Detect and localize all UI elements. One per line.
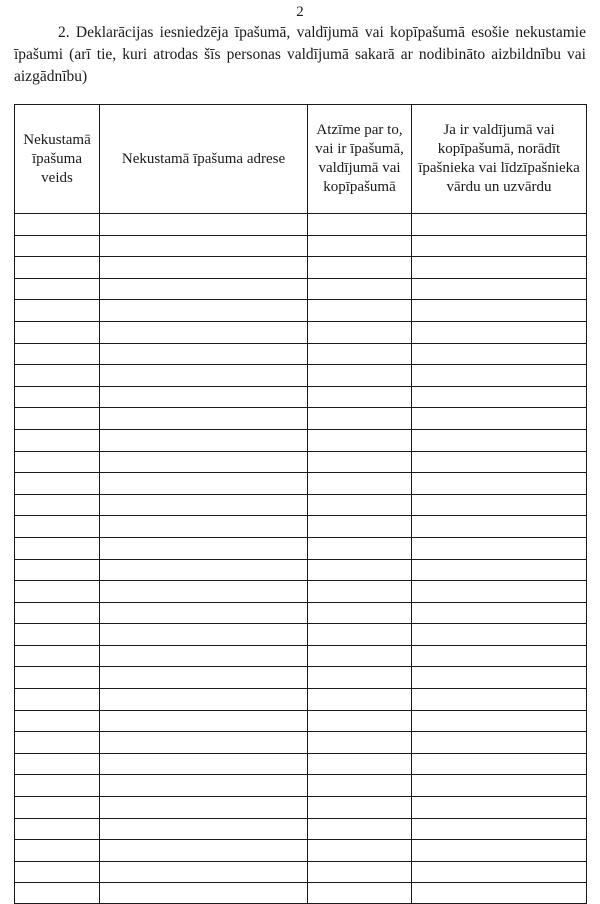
cell-property-type[interactable] (15, 645, 100, 667)
real-estate-table (14, 104, 587, 904)
cell-owner-name[interactable] (412, 473, 587, 495)
column-header-ownership-mark: Atzīme par to, vai ir īpašumā, valdījumā vai kopīpašumā (308, 105, 412, 214)
cell-owner-name[interactable] (412, 581, 587, 603)
table-body (15, 214, 587, 904)
table-row (15, 473, 587, 495)
cell-ownership-mark[interactable] (308, 883, 412, 904)
cell-property-address[interactable] (100, 581, 308, 603)
cell-property-address[interactable] (100, 797, 308, 819)
cell-property-address[interactable] (100, 278, 308, 300)
cell-property-type[interactable] (15, 235, 100, 257)
cell-property-address[interactable] (100, 840, 308, 862)
table-header-row (15, 105, 587, 214)
cell-property-address[interactable] (100, 689, 308, 711)
table-row (15, 300, 587, 322)
cell-property-type[interactable] (15, 710, 100, 732)
cell-owner-name[interactable] (412, 343, 587, 365)
cell-property-type[interactable] (15, 797, 100, 819)
cell-ownership-mark[interactable] (308, 343, 412, 365)
cell-ownership-mark[interactable] (308, 818, 412, 840)
cell-ownership-mark[interactable] (308, 429, 412, 451)
table-row (15, 710, 587, 732)
table-row (15, 214, 587, 236)
table-row (15, 883, 587, 904)
table-row (15, 581, 587, 603)
cell-property-type[interactable] (15, 861, 100, 883)
table-row (15, 818, 587, 840)
table-row (15, 235, 587, 257)
cell-property-address[interactable] (100, 494, 308, 516)
cell-ownership-mark[interactable] (308, 516, 412, 538)
cell-property-type[interactable] (15, 581, 100, 603)
table-row (15, 559, 587, 581)
cell-property-type[interactable] (15, 473, 100, 495)
cell-property-type[interactable] (15, 516, 100, 538)
cell-property-type[interactable] (15, 775, 100, 797)
column-header-property-address: Nekustamā īpašuma adrese (100, 105, 308, 214)
cell-owner-name[interactable] (412, 235, 587, 257)
column-header-property-type: Nekustamā īpašuma veids (15, 105, 100, 214)
cell-ownership-mark[interactable] (308, 861, 412, 883)
table-row (15, 278, 587, 300)
cell-owner-name[interactable] (412, 516, 587, 538)
table-row (15, 408, 587, 430)
cell-owner-name[interactable] (412, 710, 587, 732)
cell-property-type[interactable] (15, 343, 100, 365)
cell-property-address[interactable] (100, 516, 308, 538)
cell-owner-name[interactable] (412, 559, 587, 581)
column-header-owner-name: Ja ir valdījumā vai kopīpašumā, norādīt īpašnieka vai līdzīpašnieka vārdu un uzvārdu (412, 105, 587, 214)
cell-property-address[interactable] (100, 559, 308, 581)
cell-ownership-mark[interactable] (308, 667, 412, 689)
cell-ownership-mark[interactable] (308, 451, 412, 473)
cell-ownership-mark[interactable] (308, 689, 412, 711)
cell-property-address[interactable] (100, 451, 308, 473)
table-row (15, 343, 587, 365)
cell-ownership-mark[interactable] (308, 473, 412, 495)
cell-owner-name[interactable] (412, 667, 587, 689)
cell-property-address[interactable] (100, 602, 308, 624)
cell-property-type[interactable] (15, 840, 100, 862)
cell-ownership-mark[interactable] (308, 775, 412, 797)
page-number: 2 (296, 4, 304, 20)
cell-ownership-mark[interactable] (308, 494, 412, 516)
cell-property-address[interactable] (100, 861, 308, 883)
cell-property-type[interactable] (15, 667, 100, 689)
cell-property-type[interactable] (15, 386, 100, 408)
table-row (15, 753, 587, 775)
cell-property-address[interactable] (100, 214, 308, 236)
cell-ownership-mark[interactable] (308, 624, 412, 646)
cell-property-type[interactable] (15, 408, 100, 430)
cell-property-address[interactable] (100, 321, 308, 343)
table-row (15, 624, 587, 646)
cell-ownership-mark[interactable] (308, 602, 412, 624)
cell-property-type[interactable] (15, 278, 100, 300)
cell-ownership-mark[interactable] (308, 235, 412, 257)
cell-property-address[interactable] (100, 300, 308, 322)
cell-owner-name[interactable] (412, 602, 587, 624)
cell-property-address[interactable] (100, 775, 308, 797)
table-row (15, 257, 587, 279)
table-row (15, 386, 587, 408)
cell-ownership-mark[interactable] (308, 710, 412, 732)
cell-property-type[interactable] (15, 321, 100, 343)
cell-owner-name[interactable] (412, 861, 587, 883)
cell-property-address[interactable] (100, 257, 308, 279)
cell-owner-name[interactable] (412, 689, 587, 711)
cell-property-address[interactable] (100, 343, 308, 365)
cell-property-type[interactable] (15, 602, 100, 624)
cell-property-type[interactable] (15, 883, 100, 904)
cell-owner-name[interactable] (412, 278, 587, 300)
cell-property-type[interactable] (15, 537, 100, 559)
cell-ownership-mark[interactable] (308, 300, 412, 322)
cell-ownership-mark[interactable] (308, 408, 412, 430)
cell-owner-name[interactable] (412, 753, 587, 775)
section-heading: 2. Deklarācijas iesniedzēja īpašumā, valdījumā vai kopīpašumā esošie nekustamie īpašumi (arī tie, kuri atrodas šīs personas valdījumā sakarā ar nodibināto aizbildnību vai aizgādnību) (14, 24, 586, 85)
table-row (15, 861, 587, 883)
cell-ownership-mark[interactable] (308, 386, 412, 408)
cell-property-address[interactable] (100, 753, 308, 775)
cell-property-address[interactable] (100, 473, 308, 495)
cell-property-address[interactable] (100, 537, 308, 559)
cell-ownership-mark[interactable] (308, 321, 412, 343)
table-row (15, 429, 587, 451)
cell-property-address[interactable] (100, 386, 308, 408)
cell-property-type[interactable] (15, 429, 100, 451)
cell-property-type[interactable] (15, 214, 100, 236)
cell-owner-name[interactable] (412, 429, 587, 451)
cell-owner-name[interactable] (412, 645, 587, 667)
cell-ownership-mark[interactable] (308, 753, 412, 775)
cell-owner-name[interactable] (412, 775, 587, 797)
cell-property-address[interactable] (100, 365, 308, 387)
table-row (15, 494, 587, 516)
cell-owner-name[interactable] (412, 214, 587, 236)
table-row (15, 516, 587, 538)
cell-property-type[interactable] (15, 818, 100, 840)
cell-owner-name[interactable] (412, 451, 587, 473)
table-row (15, 840, 587, 862)
cell-property-address[interactable] (100, 235, 308, 257)
cell-property-type[interactable] (15, 300, 100, 322)
cell-owner-name[interactable] (412, 408, 587, 430)
cell-ownership-mark[interactable] (308, 559, 412, 581)
table-row (15, 321, 587, 343)
cell-property-address[interactable] (100, 883, 308, 904)
table-row (15, 775, 587, 797)
table-row (15, 602, 587, 624)
table-row (15, 365, 587, 387)
cell-ownership-mark[interactable] (308, 581, 412, 603)
cell-ownership-mark[interactable] (308, 732, 412, 754)
cell-property-type[interactable] (15, 257, 100, 279)
cell-property-type[interactable] (15, 365, 100, 387)
cell-property-type[interactable] (15, 732, 100, 754)
cell-owner-name[interactable] (412, 365, 587, 387)
cell-property-type[interactable] (15, 451, 100, 473)
cell-owner-name[interactable] (412, 797, 587, 819)
table-row (15, 645, 587, 667)
cell-property-address[interactable] (100, 645, 308, 667)
cell-property-address[interactable] (100, 818, 308, 840)
cell-ownership-mark[interactable] (308, 840, 412, 862)
cell-property-type[interactable] (15, 494, 100, 516)
cell-owner-name[interactable] (412, 537, 587, 559)
cell-ownership-mark[interactable] (308, 797, 412, 819)
cell-ownership-mark[interactable] (308, 278, 412, 300)
cell-property-address[interactable] (100, 624, 308, 646)
cell-property-address[interactable] (100, 408, 308, 430)
cell-owner-name[interactable] (412, 321, 587, 343)
cell-owner-name[interactable] (412, 300, 587, 322)
cell-owner-name[interactable] (412, 257, 587, 279)
table-row (15, 667, 587, 689)
cell-property-address[interactable] (100, 429, 308, 451)
cell-owner-name[interactable] (412, 494, 587, 516)
cell-property-address[interactable] (100, 710, 308, 732)
cell-ownership-mark[interactable] (308, 645, 412, 667)
table-row (15, 797, 587, 819)
table-row (15, 689, 587, 711)
cell-property-type[interactable] (15, 753, 100, 775)
cell-property-address[interactable] (100, 732, 308, 754)
cell-owner-name[interactable] (412, 624, 587, 646)
cell-owner-name[interactable] (412, 883, 587, 904)
cell-ownership-mark[interactable] (308, 537, 412, 559)
cell-ownership-mark[interactable] (308, 214, 412, 236)
cell-owner-name[interactable] (412, 732, 587, 754)
table-row (15, 732, 587, 754)
cell-property-address[interactable] (100, 667, 308, 689)
cell-owner-name[interactable] (412, 840, 587, 862)
cell-owner-name[interactable] (412, 818, 587, 840)
cell-owner-name[interactable] (412, 386, 587, 408)
cell-ownership-mark[interactable] (308, 365, 412, 387)
cell-property-type[interactable] (15, 624, 100, 646)
cell-property-type[interactable] (15, 559, 100, 581)
table-row (15, 451, 587, 473)
cell-ownership-mark[interactable] (308, 257, 412, 279)
table-row (15, 537, 587, 559)
cell-property-type[interactable] (15, 689, 100, 711)
